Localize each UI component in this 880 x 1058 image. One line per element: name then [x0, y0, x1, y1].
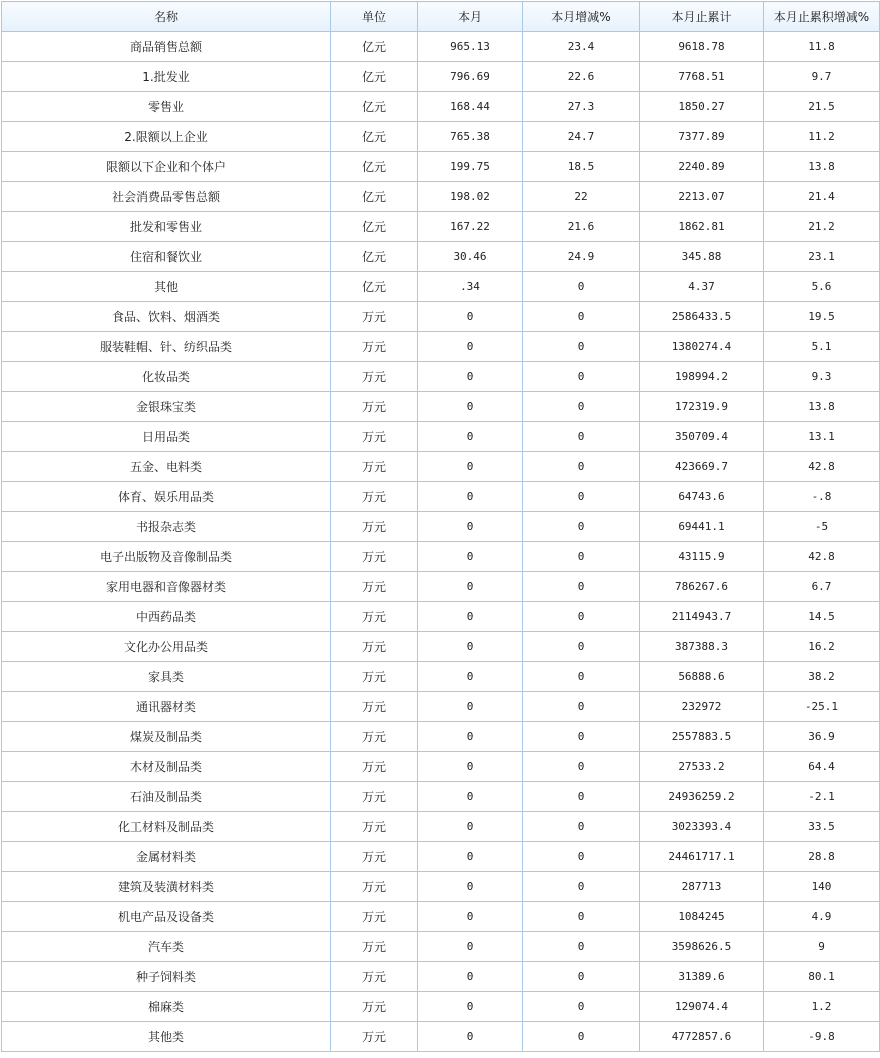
cell-this-month: 0: [418, 572, 523, 602]
table-row: [2, 302, 880, 332]
cell-cumulative: 64743.6: [640, 482, 764, 512]
cell-cumulative: 7768.51: [640, 62, 764, 92]
cell-cumulative-change: 21.2: [764, 212, 880, 242]
cell-name: 机电产品及设备类: [2, 902, 331, 932]
cell-name: 限额以下企业和个体户: [2, 152, 331, 182]
table-row: [2, 182, 880, 212]
header-cumulative: 本月止累计: [640, 2, 764, 32]
cell-cumulative-change: 23.1: [764, 242, 880, 272]
header-name: 名称: [2, 2, 331, 32]
cell-cumulative-change: 9: [764, 932, 880, 962]
cell-cumulative: 56888.6: [640, 662, 764, 692]
header-cumulative-change: 本月止累积增减%: [764, 2, 880, 32]
cell-this-month: 0: [418, 782, 523, 812]
cell-unit: 万元: [331, 842, 418, 872]
table-row: [2, 662, 880, 692]
cell-cumulative: 4.37: [640, 272, 764, 302]
cell-name: 金银珠宝类: [2, 392, 331, 422]
retail-statistics-table: [1, 1, 880, 1052]
cell-cumulative-change: 19.5: [764, 302, 880, 332]
cell-name: 其他类: [2, 1022, 331, 1052]
cell-cumulative-change: 28.8: [764, 842, 880, 872]
cell-month-change: 22.6: [523, 62, 640, 92]
cell-month-change: 0: [523, 482, 640, 512]
cell-cumulative: 2557883.5: [640, 722, 764, 752]
cell-cumulative: 345.88: [640, 242, 764, 272]
cell-this-month: 0: [418, 512, 523, 542]
cell-this-month: .34: [418, 272, 523, 302]
table-row: [2, 992, 880, 1022]
header-month-change: 本月增减%: [523, 2, 640, 32]
cell-cumulative-change: 80.1: [764, 962, 880, 992]
cell-this-month: 198.02: [418, 182, 523, 212]
cell-cumulative-change: 6.7: [764, 572, 880, 602]
cell-cumulative-change: 16.2: [764, 632, 880, 662]
cell-cumulative: 198994.2: [640, 362, 764, 392]
cell-name: 煤炭及制品类: [2, 722, 331, 752]
table-row: [2, 362, 880, 392]
cell-month-change: 0: [523, 812, 640, 842]
cell-name: 食品、饮料、烟酒类: [2, 302, 331, 332]
cell-cumulative: 24936259.2: [640, 782, 764, 812]
cell-this-month: 30.46: [418, 242, 523, 272]
cell-cumulative: 232972: [640, 692, 764, 722]
cell-unit: 万元: [331, 872, 418, 902]
cell-this-month: 0: [418, 842, 523, 872]
cell-unit: 亿元: [331, 152, 418, 182]
cell-month-change: 0: [523, 932, 640, 962]
cell-name: 化妆品类: [2, 362, 331, 392]
cell-name: 商品销售总额: [2, 32, 331, 62]
cell-unit: 亿元: [331, 212, 418, 242]
table-row: [2, 842, 880, 872]
cell-unit: 万元: [331, 452, 418, 482]
cell-this-month: 0: [418, 482, 523, 512]
cell-unit: 万元: [331, 302, 418, 332]
cell-month-change: 0: [523, 752, 640, 782]
cell-unit: 亿元: [331, 272, 418, 302]
header-this-month: 本月: [418, 2, 523, 32]
cell-month-change: 0: [523, 992, 640, 1022]
cell-unit: 亿元: [331, 92, 418, 122]
cell-this-month: 0: [418, 392, 523, 422]
cell-this-month: 0: [418, 362, 523, 392]
cell-name: 体育、娱乐用品类: [2, 482, 331, 512]
cell-unit: 万元: [331, 962, 418, 992]
table-row: [2, 902, 880, 932]
cell-month-change: 24.7: [523, 122, 640, 152]
header-row: [2, 2, 880, 32]
cell-cumulative-change: 13.8: [764, 152, 880, 182]
table-row: [2, 962, 880, 992]
cell-cumulative-change: -9.8: [764, 1022, 880, 1052]
cell-name: 化工材料及制品类: [2, 812, 331, 842]
cell-this-month: 0: [418, 302, 523, 332]
cell-cumulative: 4772857.6: [640, 1022, 764, 1052]
cell-name: 1.批发业: [2, 62, 331, 92]
cell-month-change: 0: [523, 452, 640, 482]
cell-month-change: 0: [523, 842, 640, 872]
cell-unit: 万元: [331, 482, 418, 512]
cell-this-month: 0: [418, 902, 523, 932]
cell-this-month: 0: [418, 662, 523, 692]
cell-cumulative-change: 1.2: [764, 992, 880, 1022]
cell-this-month: 0: [418, 812, 523, 842]
table-row: [2, 62, 880, 92]
cell-cumulative: 129074.4: [640, 992, 764, 1022]
cell-cumulative: 69441.1: [640, 512, 764, 542]
cell-month-change: 0: [523, 512, 640, 542]
cell-this-month: 0: [418, 332, 523, 362]
table-row: [2, 572, 880, 602]
table-row: [2, 272, 880, 302]
cell-name: 五金、电料类: [2, 452, 331, 482]
cell-name: 其他: [2, 272, 331, 302]
cell-name: 石油及制品类: [2, 782, 331, 812]
cell-unit: 亿元: [331, 122, 418, 152]
cell-this-month: 0: [418, 1022, 523, 1052]
cell-this-month: 0: [418, 932, 523, 962]
cell-cumulative-change: -.8: [764, 482, 880, 512]
cell-unit: 万元: [331, 602, 418, 632]
cell-cumulative-change: 11.2: [764, 122, 880, 152]
cell-this-month: 0: [418, 602, 523, 632]
cell-month-change: 0: [523, 392, 640, 422]
cell-name: 家用电器和音像器材类: [2, 572, 331, 602]
cell-unit: 万元: [331, 992, 418, 1022]
cell-cumulative: 287713: [640, 872, 764, 902]
cell-cumulative: 2114943.7: [640, 602, 764, 632]
table-row: [2, 212, 880, 242]
cell-name: 中西药品类: [2, 602, 331, 632]
cell-this-month: 0: [418, 632, 523, 662]
table-row: [2, 332, 880, 362]
table-row: [2, 482, 880, 512]
cell-cumulative: 2240.89: [640, 152, 764, 182]
cell-cumulative-change: 140: [764, 872, 880, 902]
cell-unit: 万元: [331, 722, 418, 752]
cell-cumulative: 3023393.4: [640, 812, 764, 842]
cell-this-month: 0: [418, 962, 523, 992]
cell-month-change: 0: [523, 1022, 640, 1052]
cell-month-change: 0: [523, 332, 640, 362]
table-row: [2, 32, 880, 62]
cell-unit: 亿元: [331, 182, 418, 212]
cell-month-change: 23.4: [523, 32, 640, 62]
table-row: [2, 542, 880, 572]
cell-cumulative-change: 38.2: [764, 662, 880, 692]
table-row: [2, 692, 880, 722]
cell-cumulative-change: 64.4: [764, 752, 880, 782]
cell-this-month: 0: [418, 752, 523, 782]
cell-month-change: 0: [523, 662, 640, 692]
cell-cumulative: 350709.4: [640, 422, 764, 452]
cell-cumulative-change: 42.8: [764, 452, 880, 482]
cell-this-month: 0: [418, 722, 523, 752]
cell-month-change: 0: [523, 572, 640, 602]
cell-cumulative-change: 21.5: [764, 92, 880, 122]
table-row: [2, 932, 880, 962]
cell-month-change: 27.3: [523, 92, 640, 122]
cell-month-change: 18.5: [523, 152, 640, 182]
table-row: [2, 422, 880, 452]
cell-name: 文化办公用品类: [2, 632, 331, 662]
table-row: [2, 632, 880, 662]
cell-unit: 万元: [331, 542, 418, 572]
table-row: [2, 872, 880, 902]
cell-cumulative-change: 9.3: [764, 362, 880, 392]
cell-unit: 万元: [331, 752, 418, 782]
cell-cumulative: 43115.9: [640, 542, 764, 572]
cell-unit: 万元: [331, 782, 418, 812]
cell-cumulative: 9618.78: [640, 32, 764, 62]
cell-this-month: 965.13: [418, 32, 523, 62]
cell-cumulative-change: 9.7: [764, 62, 880, 92]
table-row: [2, 752, 880, 782]
cell-unit: 万元: [331, 362, 418, 392]
cell-cumulative-change: 5.1: [764, 332, 880, 362]
cell-month-change: 0: [523, 782, 640, 812]
cell-cumulative: 27533.2: [640, 752, 764, 782]
cell-this-month: 0: [418, 452, 523, 482]
cell-this-month: 796.69: [418, 62, 523, 92]
cell-cumulative: 2213.07: [640, 182, 764, 212]
cell-month-change: 0: [523, 872, 640, 902]
cell-name: 建筑及装潢材料类: [2, 872, 331, 902]
cell-unit: 万元: [331, 392, 418, 422]
cell-this-month: 0: [418, 542, 523, 572]
cell-month-change: 24.9: [523, 242, 640, 272]
cell-month-change: 0: [523, 272, 640, 302]
cell-unit: 万元: [331, 422, 418, 452]
cell-cumulative: 31389.6: [640, 962, 764, 992]
cell-month-change: 0: [523, 422, 640, 452]
cell-cumulative: 423669.7: [640, 452, 764, 482]
table-row: [2, 392, 880, 422]
cell-cumulative: 3598626.5: [640, 932, 764, 962]
cell-name: 家具类: [2, 662, 331, 692]
cell-unit: 万元: [331, 662, 418, 692]
cell-month-change: 0: [523, 722, 640, 752]
cell-month-change: 22: [523, 182, 640, 212]
table-row: [2, 122, 880, 152]
cell-cumulative-change: -2.1: [764, 782, 880, 812]
header-unit: 单位: [331, 2, 418, 32]
cell-cumulative-change: 36.9: [764, 722, 880, 752]
table-row: [2, 722, 880, 752]
cell-unit: 亿元: [331, 62, 418, 92]
cell-month-change: 0: [523, 902, 640, 932]
cell-name: 零售业: [2, 92, 331, 122]
cell-cumulative-change: 11.8: [764, 32, 880, 62]
cell-name: 木材及制品类: [2, 752, 331, 782]
cell-this-month: 168.44: [418, 92, 523, 122]
cell-month-change: 0: [523, 632, 640, 662]
cell-cumulative-change: 33.5: [764, 812, 880, 842]
cell-cumulative: 24461717.1: [640, 842, 764, 872]
cell-this-month: 199.75: [418, 152, 523, 182]
cell-cumulative: 1862.81: [640, 212, 764, 242]
cell-unit: 万元: [331, 932, 418, 962]
cell-cumulative-change: 5.6: [764, 272, 880, 302]
table-row: [2, 92, 880, 122]
cell-name: 金属材料类: [2, 842, 331, 872]
table-body: [2, 32, 880, 1052]
cell-this-month: 0: [418, 992, 523, 1022]
cell-this-month: 167.22: [418, 212, 523, 242]
cell-unit: 万元: [331, 632, 418, 662]
cell-name: 通讯器材类: [2, 692, 331, 722]
cell-cumulative: 786267.6: [640, 572, 764, 602]
table-row: [2, 782, 880, 812]
cell-unit: 万元: [331, 812, 418, 842]
cell-unit: 万元: [331, 902, 418, 932]
cell-name: 书报杂志类: [2, 512, 331, 542]
table-row: [2, 512, 880, 542]
cell-this-month: 0: [418, 422, 523, 452]
cell-name: 社会消费品零售总额: [2, 182, 331, 212]
cell-cumulative: 1084245: [640, 902, 764, 932]
cell-month-change: 0: [523, 602, 640, 632]
cell-cumulative-change: -25.1: [764, 692, 880, 722]
cell-this-month: 0: [418, 872, 523, 902]
cell-unit: 万元: [331, 1022, 418, 1052]
cell-cumulative-change: 13.1: [764, 422, 880, 452]
table-header: [2, 2, 880, 32]
cell-name: 日用品类: [2, 422, 331, 452]
cell-cumulative-change: 4.9: [764, 902, 880, 932]
cell-cumulative: 1380274.4: [640, 332, 764, 362]
cell-cumulative: 7377.89: [640, 122, 764, 152]
cell-name: 电子出版物及音像制品类: [2, 542, 331, 572]
cell-name: 种子饲料类: [2, 962, 331, 992]
cell-month-change: 21.6: [523, 212, 640, 242]
cell-name: 棉麻类: [2, 992, 331, 1022]
cell-cumulative: 172319.9: [640, 392, 764, 422]
cell-month-change: 0: [523, 692, 640, 722]
table-row: [2, 1022, 880, 1052]
cell-month-change: 0: [523, 302, 640, 332]
cell-name: 住宿和餐饮业: [2, 242, 331, 272]
cell-cumulative-change: 42.8: [764, 542, 880, 572]
cell-cumulative-change: 21.4: [764, 182, 880, 212]
cell-this-month: 0: [418, 692, 523, 722]
cell-unit: 万元: [331, 332, 418, 362]
cell-unit: 亿元: [331, 242, 418, 272]
cell-cumulative-change: 13.8: [764, 392, 880, 422]
cell-cumulative: 387388.3: [640, 632, 764, 662]
cell-cumulative-change: 14.5: [764, 602, 880, 632]
cell-cumulative-change: -5: [764, 512, 880, 542]
table-row: [2, 812, 880, 842]
cell-name: 2.限额以上企业: [2, 122, 331, 152]
cell-unit: 万元: [331, 512, 418, 542]
cell-name: 汽车类: [2, 932, 331, 962]
table-row: [2, 152, 880, 182]
cell-unit: 亿元: [331, 32, 418, 62]
table-row: [2, 602, 880, 632]
cell-name: 服装鞋帽、针、纺织品类: [2, 332, 331, 362]
cell-unit: 万元: [331, 572, 418, 602]
cell-cumulative: 2586433.5: [640, 302, 764, 332]
table-row: [2, 242, 880, 272]
table-row: [2, 452, 880, 482]
cell-month-change: 0: [523, 962, 640, 992]
cell-name: 批发和零售业: [2, 212, 331, 242]
cell-month-change: 0: [523, 362, 640, 392]
cell-month-change: 0: [523, 542, 640, 572]
cell-cumulative: 1850.27: [640, 92, 764, 122]
cell-this-month: 765.38: [418, 122, 523, 152]
cell-unit: 万元: [331, 692, 418, 722]
